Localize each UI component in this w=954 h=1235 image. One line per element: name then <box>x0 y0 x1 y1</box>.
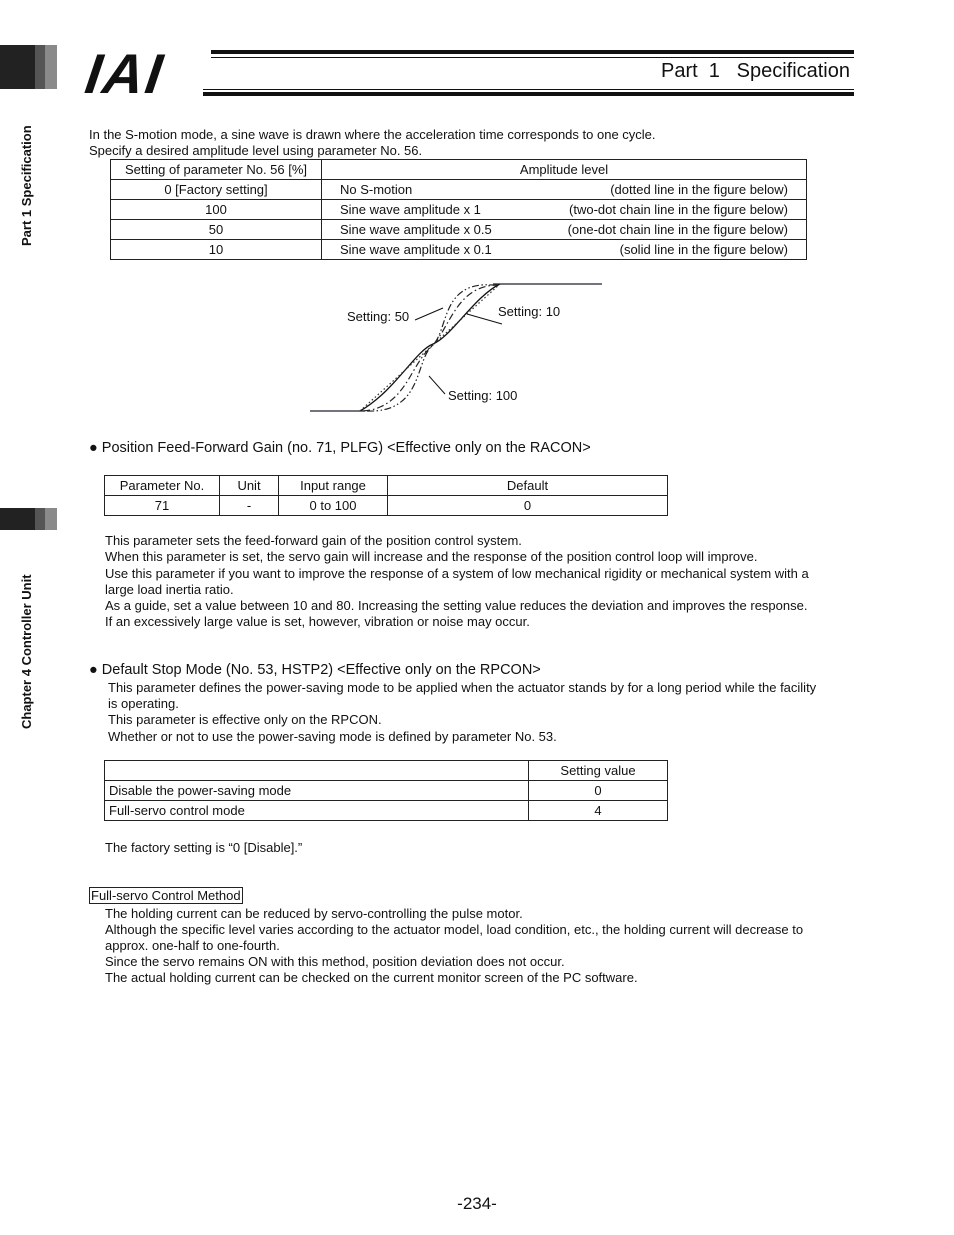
boxed-title: Full-servo Control Method <box>91 888 241 903</box>
table-cell: 100 <box>111 200 322 220</box>
table-cell: No S-motion <box>322 180 525 200</box>
table-row <box>111 200 807 220</box>
paragraph-line: The holding current can be reduced by servo-controlling the pulse motor. <box>105 906 523 921</box>
heading-text: Position Feed-Forward Gain (no. 71, PLFG) <Effective only on the RACON> <box>101 440 591 456</box>
paragraph-line: Use this parameter if you want to improve the response of a system of low mechanical rigidity or mechanical system with a <box>105 566 809 581</box>
table-cell: (one-dot chain line in the figure below) <box>524 220 806 240</box>
table-cell: 0 <box>388 496 668 516</box>
table-cell: Full-servo control mode <box>105 801 529 821</box>
section-heading-ffgain <box>89 440 591 456</box>
page-number: -234- <box>457 1194 497 1213</box>
heading-text: Default Stop Mode (No. 53, HSTP2) <Effective only on the RPCON> <box>101 662 541 678</box>
table-cell: 71 <box>105 496 220 516</box>
label-setting-10: Setting: 10 <box>498 304 561 319</box>
table-row <box>111 240 807 260</box>
paragraph-line: If an excessively large value is set, however, vibration or noise may occur. <box>105 614 530 629</box>
s-motion-figure <box>305 276 605 420</box>
paragraph-line: This parameter is effective only on the RPCON. <box>108 712 382 727</box>
table-header <box>105 761 529 781</box>
leader-line <box>415 308 443 320</box>
table-cell: (dotted line in the figure below) <box>524 180 806 200</box>
side-label-part: Part 1 Specification <box>19 125 34 246</box>
table-row <box>111 220 807 240</box>
table-cell: - <box>220 496 279 516</box>
paragraph-line: When this parameter is set, the servo gain will increase and the response of the position control loop will improve. <box>105 549 758 564</box>
bullet-icon: ● <box>89 440 98 456</box>
header-rule <box>203 89 854 90</box>
table-row <box>105 496 668 516</box>
table-row <box>105 781 668 801</box>
paragraph-line: As a guide, set a value between 10 and 80. Increasing the setting value reduces the deviation and improves the response. <box>105 598 808 613</box>
factory-note: The factory setting is “0 [Disable].” <box>105 840 303 855</box>
table-header: Parameter No. <box>105 476 220 496</box>
table-cell: (two-dot chain line in the figure below) <box>524 200 806 220</box>
table-header: Setting value <box>529 761 668 781</box>
table-row <box>105 801 668 821</box>
table-cell: 0 [Factory setting] <box>111 180 322 200</box>
table-cell: Sine wave amplitude x 0.1 <box>322 240 525 260</box>
paragraph-line: Whether or not to use the power-saving mode is defined by parameter No. 53. <box>108 729 557 744</box>
table-cell: 4 <box>529 801 668 821</box>
paragraph-line: approx. one-half to one-fourth. <box>105 938 280 953</box>
header-rule <box>211 57 854 58</box>
header-title: Part 1 Specification <box>661 60 850 82</box>
paragraph-line: Since the servo remains ON with this method, position deviation does not occur. <box>105 954 565 969</box>
table-header: Amplitude level <box>322 160 807 180</box>
paragraph-line: Although the specific level varies according to the actuator model, load condition, etc., the holding current will decrease to <box>105 922 804 937</box>
table-header: Setting of parameter No. 56 [%] <box>111 160 322 180</box>
header-tab-block <box>0 45 57 89</box>
table-cell: 0 to 100 <box>279 496 388 516</box>
table-header: Unit <box>220 476 279 496</box>
side-label-chapter: Chapter 4 Controller Unit <box>19 574 34 729</box>
paragraph-line: This parameter sets the feed-forward gain of the position control system. <box>105 533 522 548</box>
paragraph-line: This parameter defines the power-saving mode to be applied when the actuator stands by for a long period while the facility <box>108 680 817 695</box>
bullet-icon: ● <box>89 662 98 678</box>
ffgain-table <box>104 475 668 516</box>
table-row <box>111 180 807 200</box>
leader-line <box>429 376 445 394</box>
table-header: Input range <box>279 476 388 496</box>
iai-logo: IAI <box>81 42 169 105</box>
leader-line <box>467 314 502 324</box>
paragraph-line: The actual holding current can be checked on the current monitor screen of the PC software. <box>105 970 638 985</box>
section-heading-stop <box>89 662 541 678</box>
label-setting-100: Setting: 100 <box>448 388 518 403</box>
stop-mode-table <box>104 760 668 821</box>
intro-line: Specify a desired amplitude level using parameter No. 56. <box>89 143 423 158</box>
table-header: Default <box>388 476 668 496</box>
paragraph-line: large load inertia ratio. <box>105 582 234 597</box>
intro-line: In the S-motion mode, a sine wave is drawn where the acceleration time corresponds to one cycle. <box>89 127 656 142</box>
table-cell: Sine wave amplitude x 1 <box>322 200 525 220</box>
table-cell: Sine wave amplitude x 0.5 <box>322 220 525 240</box>
header-rule <box>203 92 854 96</box>
full-servo-title <box>89 888 243 904</box>
paragraph-line: is operating. <box>108 696 179 711</box>
table-cell: 50 <box>111 220 322 240</box>
table-cell: 0 <box>529 781 668 801</box>
amplitude-table <box>110 159 807 260</box>
label-setting-50: Setting: 50 <box>347 309 410 324</box>
header-rule <box>211 50 854 54</box>
table-cell: Disable the power-saving mode <box>105 781 529 801</box>
table-cell: (solid line in the figure below) <box>524 240 806 260</box>
side-tab-block <box>0 508 57 530</box>
table-cell: 10 <box>111 240 322 260</box>
